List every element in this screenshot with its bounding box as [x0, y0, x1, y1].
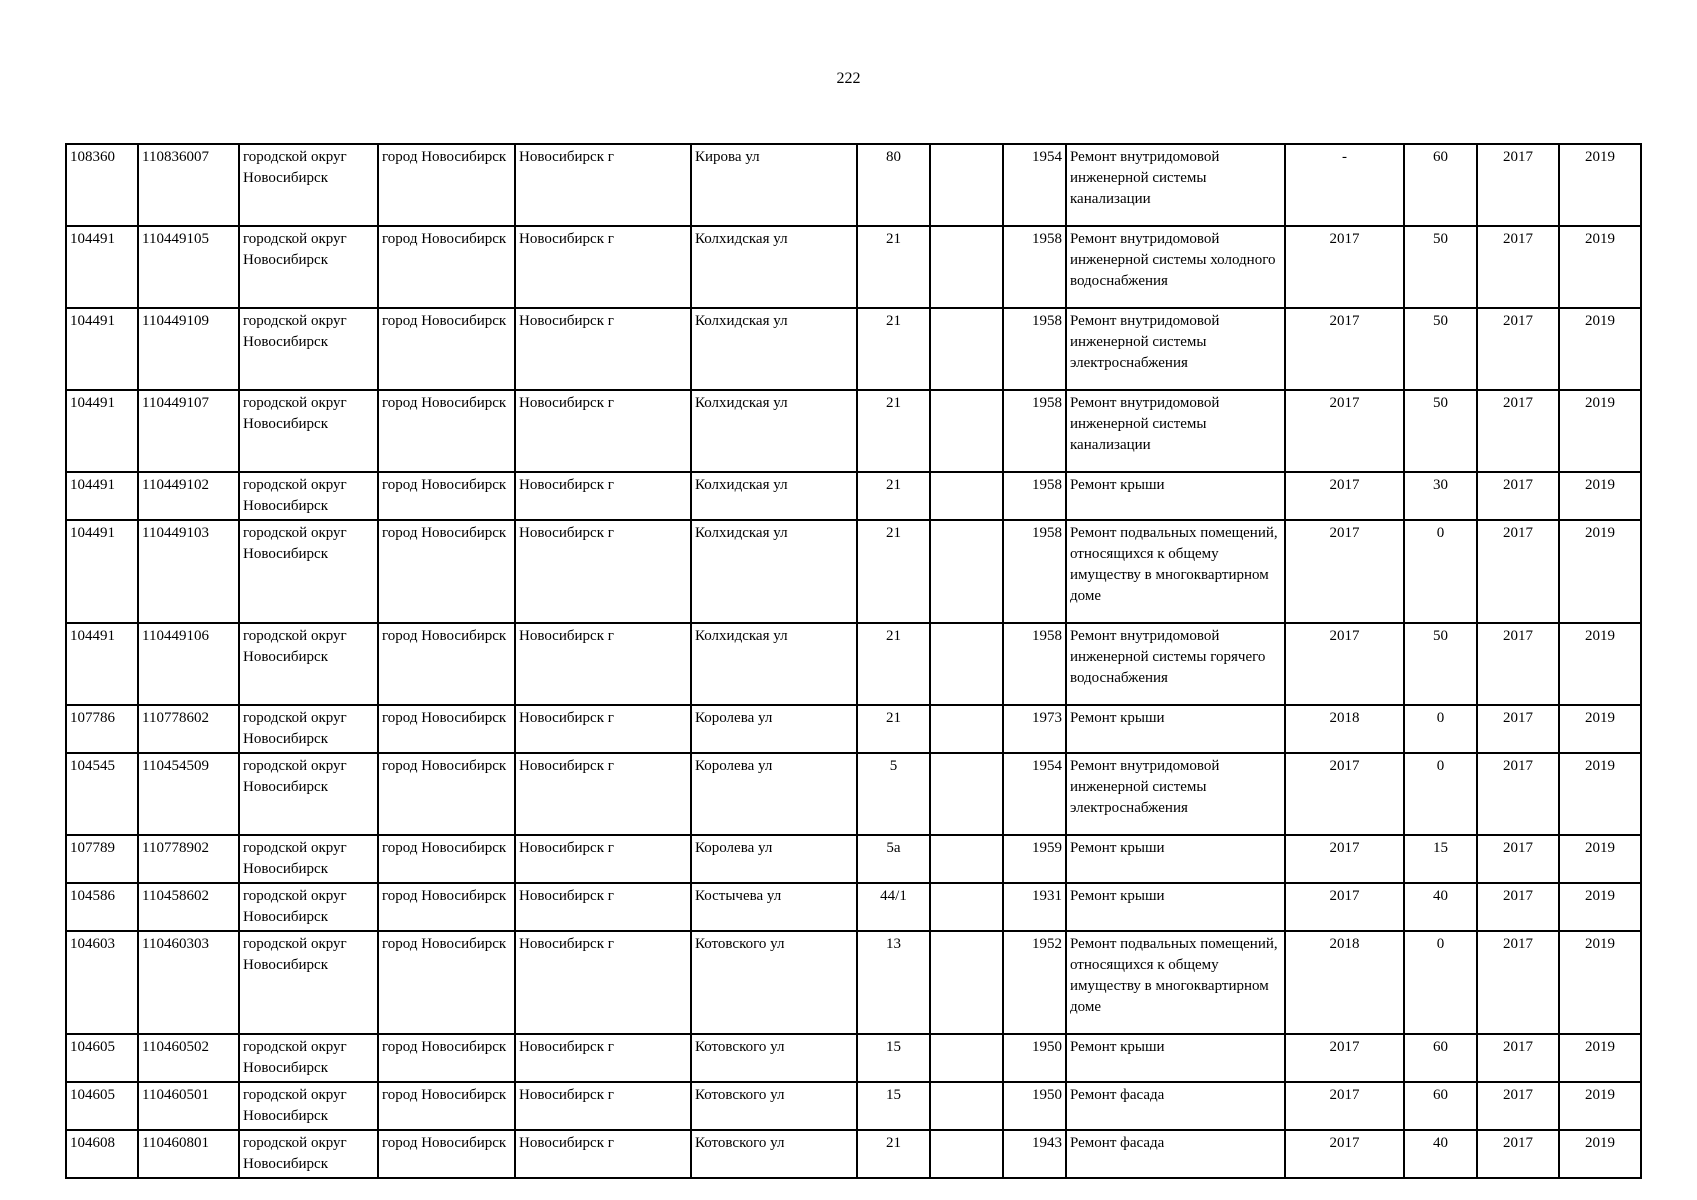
- cell-plan-from: 2017: [1477, 1034, 1559, 1082]
- table-row: [66, 144, 1641, 226]
- cell-id: 104491: [66, 623, 138, 705]
- cell-year: 1952: [1003, 931, 1066, 1034]
- cell-city: Новосибирск г: [515, 226, 691, 308]
- cell-plan-from: 2017: [1477, 931, 1559, 1034]
- cell-city: Новосибирск г: [515, 520, 691, 623]
- cell-street: Котовского ул: [691, 1082, 857, 1130]
- table-row: [66, 1130, 1641, 1178]
- cell-code: 110836007: [138, 144, 239, 226]
- cell-last-repair: 2017: [1285, 226, 1404, 308]
- cell-work-type: Ремонт внутридомовой инженерной системы электроснабжения: [1066, 308, 1285, 390]
- cell-district: городской округ Новосибирск: [239, 390, 378, 472]
- cell-plan-from: 2017: [1477, 226, 1559, 308]
- cell-code: 110778902: [138, 835, 239, 883]
- cell-city: Новосибирск г: [515, 1130, 691, 1178]
- cell-code: 110449105: [138, 226, 239, 308]
- cell-wear: 30: [1404, 472, 1477, 520]
- cell-last-repair: 2017: [1285, 835, 1404, 883]
- cell-street: Колхидская ул: [691, 472, 857, 520]
- cell-building: [930, 308, 1003, 390]
- cell-last-repair: 2017: [1285, 472, 1404, 520]
- cell-plan-to: 2019: [1559, 931, 1641, 1034]
- cell-code: 110449102: [138, 472, 239, 520]
- cell-code: 110460303: [138, 931, 239, 1034]
- cell-year: 1931: [1003, 883, 1066, 931]
- cell-last-repair: 2018: [1285, 705, 1404, 753]
- cell-work-type: Ремонт фасада: [1066, 1130, 1285, 1178]
- cell-street: Королева ул: [691, 705, 857, 753]
- cell-last-repair: 2017: [1285, 623, 1404, 705]
- cell-building: [930, 520, 1003, 623]
- cell-plan-to: 2019: [1559, 753, 1641, 835]
- cell-house: 21: [857, 520, 930, 623]
- cell-settlement: город Новосибирск: [378, 705, 515, 753]
- cell-plan-from: 2017: [1477, 1130, 1559, 1178]
- cell-last-repair: 2017: [1285, 1034, 1404, 1082]
- cell-building: [930, 835, 1003, 883]
- cell-wear: 60: [1404, 144, 1477, 226]
- cell-last-repair: 2017: [1285, 390, 1404, 472]
- cell-work-type: Ремонт внутридомовой инженерной системы канализации: [1066, 144, 1285, 226]
- cell-code: 110778602: [138, 705, 239, 753]
- cell-plan-from: 2017: [1477, 753, 1559, 835]
- cell-house: 15: [857, 1034, 930, 1082]
- repair-registry-table: [65, 143, 1642, 1179]
- cell-id: 104605: [66, 1082, 138, 1130]
- cell-district: городской округ Новосибирск: [239, 705, 378, 753]
- cell-id: 104608: [66, 1130, 138, 1178]
- cell-work-type: Ремонт крыши: [1066, 1034, 1285, 1082]
- cell-building: [930, 883, 1003, 931]
- cell-city: Новосибирск г: [515, 144, 691, 226]
- cell-plan-to: 2019: [1559, 623, 1641, 705]
- cell-district: городской округ Новосибирск: [239, 308, 378, 390]
- table-body: [66, 144, 1641, 1178]
- cell-id: 104491: [66, 226, 138, 308]
- cell-house: 21: [857, 623, 930, 705]
- table-row: [66, 1034, 1641, 1082]
- page-number: 222: [836, 70, 861, 87]
- cell-id: 104545: [66, 753, 138, 835]
- cell-last-repair: 2017: [1285, 1130, 1404, 1178]
- table-row: [66, 472, 1641, 520]
- table-row: [66, 705, 1641, 753]
- cell-plan-to: 2019: [1559, 1082, 1641, 1130]
- cell-district: городской округ Новосибирск: [239, 144, 378, 226]
- cell-street: Котовского ул: [691, 931, 857, 1034]
- cell-settlement: город Новосибирск: [378, 753, 515, 835]
- cell-wear: 15: [1404, 835, 1477, 883]
- cell-house: 21: [857, 705, 930, 753]
- cell-wear: 60: [1404, 1034, 1477, 1082]
- cell-last-repair: 2017: [1285, 520, 1404, 623]
- cell-settlement: город Новосибирск: [378, 308, 515, 390]
- cell-id: 104491: [66, 520, 138, 623]
- cell-house: 21: [857, 308, 930, 390]
- cell-house: 44/1: [857, 883, 930, 931]
- cell-plan-to: 2019: [1559, 883, 1641, 931]
- cell-wear: 0: [1404, 753, 1477, 835]
- cell-wear: 50: [1404, 226, 1477, 308]
- cell-plan-to: 2019: [1559, 1130, 1641, 1178]
- table-row: [66, 226, 1641, 308]
- cell-building: [930, 1130, 1003, 1178]
- cell-city: Новосибирск г: [515, 1034, 691, 1082]
- cell-id: 107786: [66, 705, 138, 753]
- cell-wear: 0: [1404, 931, 1477, 1034]
- cell-wear: 50: [1404, 390, 1477, 472]
- cell-plan-from: 2017: [1477, 472, 1559, 520]
- cell-work-type: Ремонт внутридомовой инженерной системы горячего водоснабжения: [1066, 623, 1285, 705]
- cell-last-repair: 2017: [1285, 753, 1404, 835]
- cell-plan-to: 2019: [1559, 1034, 1641, 1082]
- table-row: [66, 1082, 1641, 1130]
- cell-settlement: город Новосибирск: [378, 520, 515, 623]
- cell-building: [930, 390, 1003, 472]
- cell-wear: 0: [1404, 705, 1477, 753]
- cell-work-type: Ремонт крыши: [1066, 472, 1285, 520]
- cell-building: [930, 753, 1003, 835]
- cell-last-repair: 2018: [1285, 931, 1404, 1034]
- cell-id: 104586: [66, 883, 138, 931]
- cell-house: 21: [857, 390, 930, 472]
- cell-wear: 40: [1404, 1130, 1477, 1178]
- cell-year: 1954: [1003, 144, 1066, 226]
- cell-district: городской округ Новосибирск: [239, 472, 378, 520]
- cell-street: Королева ул: [691, 753, 857, 835]
- cell-plan-to: 2019: [1559, 472, 1641, 520]
- cell-district: городской округ Новосибирск: [239, 753, 378, 835]
- cell-code: 110449109: [138, 308, 239, 390]
- cell-district: городской округ Новосибирск: [239, 1082, 378, 1130]
- cell-plan-to: 2019: [1559, 835, 1641, 883]
- cell-district: городской округ Новосибирск: [239, 520, 378, 623]
- cell-last-repair: 2017: [1285, 1082, 1404, 1130]
- cell-plan-from: 2017: [1477, 705, 1559, 753]
- cell-year: 1950: [1003, 1034, 1066, 1082]
- cell-settlement: город Новосибирск: [378, 623, 515, 705]
- cell-settlement: город Новосибирск: [378, 472, 515, 520]
- cell-year: 1950: [1003, 1082, 1066, 1130]
- cell-street: Колхидская ул: [691, 390, 857, 472]
- cell-work-type: Ремонт фасада: [1066, 1082, 1285, 1130]
- cell-id: 104491: [66, 390, 138, 472]
- cell-district: городской округ Новосибирск: [239, 226, 378, 308]
- cell-settlement: город Новосибирск: [378, 1082, 515, 1130]
- cell-code: 110460502: [138, 1034, 239, 1082]
- cell-street: Королева ул: [691, 835, 857, 883]
- cell-plan-from: 2017: [1477, 520, 1559, 623]
- table-row: [66, 390, 1641, 472]
- cell-id: 104605: [66, 1034, 138, 1082]
- table-row: [66, 835, 1641, 883]
- cell-street: Кирова ул: [691, 144, 857, 226]
- cell-code: 110460801: [138, 1130, 239, 1178]
- cell-code: 110458602: [138, 883, 239, 931]
- cell-district: городской округ Новосибирск: [239, 623, 378, 705]
- cell-building: [930, 931, 1003, 1034]
- cell-id: 104603: [66, 931, 138, 1034]
- cell-last-repair: 2017: [1285, 883, 1404, 931]
- table-row: [66, 753, 1641, 835]
- cell-year: 1958: [1003, 623, 1066, 705]
- cell-street: Колхидская ул: [691, 226, 857, 308]
- cell-building: [930, 623, 1003, 705]
- cell-house: 80: [857, 144, 930, 226]
- cell-city: Новосибирск г: [515, 1082, 691, 1130]
- cell-street: Колхидская ул: [691, 520, 857, 623]
- table-row: [66, 931, 1641, 1034]
- cell-year: 1959: [1003, 835, 1066, 883]
- cell-building: [930, 144, 1003, 226]
- cell-street: Котовского ул: [691, 1034, 857, 1082]
- cell-settlement: город Новосибирск: [378, 226, 515, 308]
- cell-code: 110454509: [138, 753, 239, 835]
- cell-plan-from: 2017: [1477, 835, 1559, 883]
- cell-plan-to: 2019: [1559, 520, 1641, 623]
- cell-work-type: Ремонт крыши: [1066, 835, 1285, 883]
- cell-id: 104491: [66, 472, 138, 520]
- cell-year: 1958: [1003, 472, 1066, 520]
- cell-house: 15: [857, 1082, 930, 1130]
- cell-city: Новосибирск г: [515, 705, 691, 753]
- cell-work-type: Ремонт крыши: [1066, 883, 1285, 931]
- cell-street: Колхидская ул: [691, 308, 857, 390]
- cell-house: 21: [857, 226, 930, 308]
- cell-plan-to: 2019: [1559, 308, 1641, 390]
- cell-code: 110449107: [138, 390, 239, 472]
- cell-year: 1958: [1003, 390, 1066, 472]
- cell-district: городской округ Новосибирск: [239, 1130, 378, 1178]
- cell-wear: 60: [1404, 1082, 1477, 1130]
- cell-city: Новосибирск г: [515, 883, 691, 931]
- cell-year: 1958: [1003, 226, 1066, 308]
- cell-district: городской округ Новосибирск: [239, 1034, 378, 1082]
- cell-work-type: Ремонт подвальных помещений, относящихся к общему имуществу в многоквартирном доме: [1066, 520, 1285, 623]
- cell-settlement: город Новосибирск: [378, 931, 515, 1034]
- cell-house: 5: [857, 753, 930, 835]
- cell-code: 110460501: [138, 1082, 239, 1130]
- cell-id: 104491: [66, 308, 138, 390]
- table-row: [66, 520, 1641, 623]
- cell-street: Котовского ул: [691, 1130, 857, 1178]
- cell-district: городской округ Новосибирск: [239, 883, 378, 931]
- cell-year: 1954: [1003, 753, 1066, 835]
- cell-code: 110449106: [138, 623, 239, 705]
- cell-plan-from: 2017: [1477, 623, 1559, 705]
- cell-district: городской округ Новосибирск: [239, 835, 378, 883]
- cell-wear: 0: [1404, 520, 1477, 623]
- cell-code: 110449103: [138, 520, 239, 623]
- cell-house: 21: [857, 472, 930, 520]
- cell-building: [930, 472, 1003, 520]
- cell-year: 1973: [1003, 705, 1066, 753]
- cell-city: Новосибирск г: [515, 623, 691, 705]
- cell-wear: 40: [1404, 883, 1477, 931]
- cell-wear: 50: [1404, 623, 1477, 705]
- cell-plan-to: 2019: [1559, 705, 1641, 753]
- cell-year: 1958: [1003, 308, 1066, 390]
- cell-work-type: Ремонт внутридомовой инженерной системы электроснабжения: [1066, 753, 1285, 835]
- cell-settlement: город Новосибирск: [378, 144, 515, 226]
- cell-last-repair: 2017: [1285, 308, 1404, 390]
- cell-settlement: город Новосибирск: [378, 835, 515, 883]
- cell-last-repair: -: [1285, 144, 1404, 226]
- cell-id: 108360: [66, 144, 138, 226]
- cell-plan-from: 2017: [1477, 1082, 1559, 1130]
- cell-city: Новосибирск г: [515, 835, 691, 883]
- cell-plan-to: 2019: [1559, 226, 1641, 308]
- table-row: [66, 883, 1641, 931]
- cell-plan-from: 2017: [1477, 390, 1559, 472]
- cell-house: 21: [857, 1130, 930, 1178]
- cell-house: 13: [857, 931, 930, 1034]
- cell-building: [930, 705, 1003, 753]
- cell-building: [930, 226, 1003, 308]
- cell-district: городской округ Новосибирск: [239, 931, 378, 1034]
- cell-city: Новосибирск г: [515, 931, 691, 1034]
- cell-city: Новосибирск г: [515, 390, 691, 472]
- cell-city: Новосибирск г: [515, 308, 691, 390]
- cell-street: Костычева ул: [691, 883, 857, 931]
- cell-settlement: город Новосибирск: [378, 390, 515, 472]
- cell-year: 1943: [1003, 1130, 1066, 1178]
- cell-plan-to: 2019: [1559, 390, 1641, 472]
- cell-plan-from: 2017: [1477, 308, 1559, 390]
- cell-plan-from: 2017: [1477, 144, 1559, 226]
- cell-settlement: город Новосибирск: [378, 883, 515, 931]
- cell-settlement: город Новосибирск: [378, 1130, 515, 1178]
- cell-id: 107789: [66, 835, 138, 883]
- cell-building: [930, 1034, 1003, 1082]
- cell-wear: 50: [1404, 308, 1477, 390]
- cell-house: 5а: [857, 835, 930, 883]
- cell-work-type: Ремонт крыши: [1066, 705, 1285, 753]
- cell-street: Колхидская ул: [691, 623, 857, 705]
- cell-building: [930, 1082, 1003, 1130]
- cell-year: 1958: [1003, 520, 1066, 623]
- cell-plan-from: 2017: [1477, 883, 1559, 931]
- cell-work-type: Ремонт подвальных помещений, относящихся к общему имуществу в многоквартирном доме: [1066, 931, 1285, 1034]
- table-row: [66, 623, 1641, 705]
- table-row: [66, 308, 1641, 390]
- cell-settlement: город Новосибирск: [378, 1034, 515, 1082]
- cell-work-type: Ремонт внутридомовой инженерной системы холодного водоснабжения: [1066, 226, 1285, 308]
- cell-city: Новосибирск г: [515, 753, 691, 835]
- cell-city: Новосибирск г: [515, 472, 691, 520]
- cell-plan-to: 2019: [1559, 144, 1641, 226]
- cell-work-type: Ремонт внутридомовой инженерной системы канализации: [1066, 390, 1285, 472]
